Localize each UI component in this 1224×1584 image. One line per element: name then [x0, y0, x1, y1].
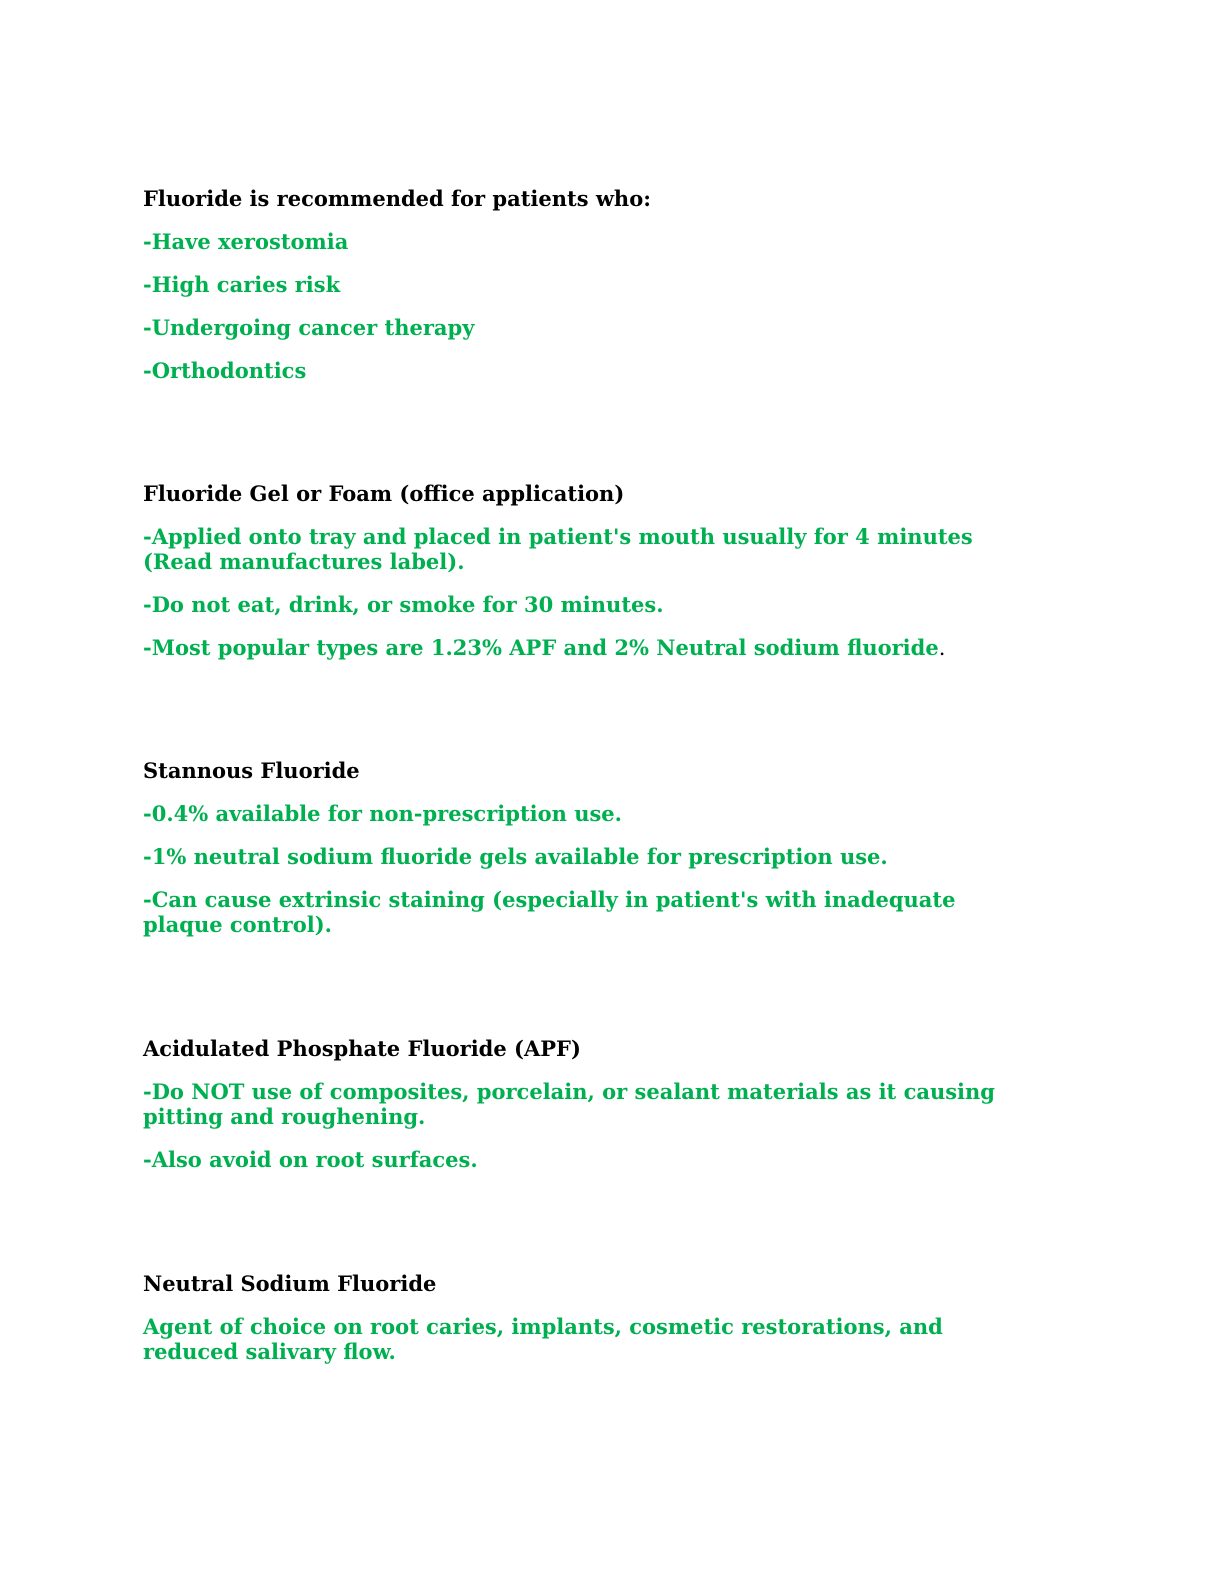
- list-item: Agent of choice on root caries, implants, cosmetic restorations, and reduced salivary flow.: [143, 1314, 943, 1364]
- list-item: -High caries risk: [143, 272, 341, 297]
- trailing-period: .: [938, 636, 946, 660]
- list-item: -Have xerostomia: [143, 229, 349, 254]
- list-item: -Applied onto tray and placed in patient's mouth usually for 4 minutes (Read manufactures label).: [143, 524, 973, 574]
- list-item: -Do NOT use of composites, porcelain, or sealant materials as it causing pitting and roughening.: [143, 1079, 995, 1129]
- list-item-text: -Most popular types are 1.23% APF and 2% Neutral sodium fluoride: [143, 635, 939, 660]
- list-item: -Orthodontics: [143, 358, 307, 383]
- list-item: -Do not eat, drink, or smoke for 30 minutes.: [143, 592, 664, 617]
- section-heading: Neutral Sodium Fluoride: [143, 1271, 437, 1296]
- list-item: [143, 635, 1083, 661]
- list-item: -Can cause extrinsic staining (especially in patient's with inadequate plaque control).: [143, 887, 956, 937]
- list-item: -Undergoing cancer therapy: [143, 315, 475, 340]
- section-heading: Fluoride is recommended for patients who:: [143, 186, 651, 211]
- section-heading: Stannous Fluoride: [143, 758, 360, 783]
- list-item: -1% neutral sodium fluoride gels available for prescription use.: [143, 844, 888, 869]
- list-item: -0.4% available for non-prescription use.: [143, 801, 622, 826]
- list-item: -Also avoid on root surfaces.: [143, 1147, 478, 1172]
- section-heading: Fluoride Gel or Foam (office application): [143, 481, 625, 506]
- section-heading: Acidulated Phosphate Fluoride (APF): [143, 1036, 581, 1061]
